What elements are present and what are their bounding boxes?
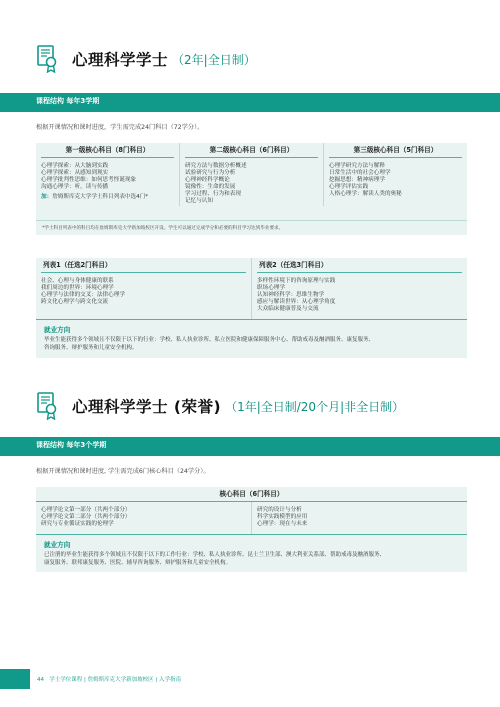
section1-subtitle: （2年|全日制） (172, 52, 256, 67)
note-text: 詹姆斯库克大学学士科目列表中选4门* (52, 194, 149, 201)
section1-employment (36, 319, 467, 357)
employment-line: 康复服务、联邦康复服务、医院、辅导咨询服务、辩护服务和儿童安全机构。 (44, 559, 232, 566)
section1-title: 心理科学学士 (72, 51, 169, 69)
list-item: 心理学探索：从大脑到实践 (41, 163, 109, 169)
core-level1-column (36, 143, 179, 206)
list1-heading: 列表1（任选2门科目） (41, 258, 246, 273)
page-number: 44 (37, 677, 44, 683)
list2-column (251, 258, 467, 319)
list-item: 心理学论文第一部分（共两个部分） (41, 507, 131, 513)
list-item: 心理学论文第二部分（共两个部分） (41, 514, 131, 521)
certificate-icon (36, 392, 58, 420)
section1-core-box (36, 143, 467, 235)
list-item: 记忆与认知 (185, 198, 213, 205)
list-item: 感应与解读世界：从心理学角度 (257, 299, 336, 306)
list-item: 挖掘思想：精神病理学 (329, 177, 385, 184)
list-item: 社会、心理与身体健康的联系 (41, 278, 114, 284)
section2-employment (36, 534, 467, 572)
certificate-icon (36, 45, 58, 73)
page-footer (0, 669, 500, 689)
section2-title: 心理科学学士 (荣誉) (72, 398, 222, 416)
section1-structure-bar (0, 93, 500, 112)
list-item: 镜像性：生命的发展 (185, 184, 236, 191)
footer-text (37, 675, 181, 683)
list-item: 多样性环境下的咨询原理与实践 (257, 278, 336, 284)
core-level2-column (179, 143, 323, 206)
core-level1-heading: 第一级核心科目（8门科目） (41, 143, 174, 158)
list-item: 心理学与法律的交叉：法律心理学 (41, 292, 125, 299)
list-item: 沟通心理学：听，读与传播 (41, 184, 109, 191)
core-level1-note (41, 194, 174, 201)
employment-title: 就业方向 (44, 326, 71, 335)
section2-core-right (251, 502, 467, 534)
employment-line: 已注册的毕业生能获得多个领域且不仅限于以下的工作行业：学校、私人执业诊所、昆士兰卫生部、澳大利亚关系部、帮助戒毒及酗酒服务、 (44, 552, 386, 559)
section1-structure-label: 课程结构 每年3学期 (36, 97, 100, 105)
page-tab (0, 669, 30, 689)
list-item: 心理学研究方法与解释 (329, 163, 385, 169)
list-item: 大众临床健康普及与交流 (257, 306, 319, 313)
list-item: 学习过程、行为和表现 (185, 191, 241, 198)
list-item: 人格心理学：解读人类的奥秘 (329, 191, 402, 198)
footer-caption: 学士学位课程 | 詹姆斯库克大学新加坡校区 | 入学指南 (49, 677, 181, 683)
note-label: 加： (41, 194, 53, 201)
list-item: 试验研究与行为分析 (185, 170, 236, 177)
section2-subtitle: （1年|全日制/20个月|非全日制） (225, 399, 405, 414)
list2-heading: 列表2（任选3门科目） (257, 258, 462, 273)
section1-intro: 根据开课情况和课时进度，学生需完成24门科目（72学分）。 (36, 124, 204, 131)
list-item: 研究方法与数据分析概述 (185, 163, 247, 169)
section2-intro: 根据开课情况和课时进度, 学生需完成6门核心科目（24学分）。 (36, 468, 210, 475)
employment-title: 就业方向 (44, 541, 71, 550)
section2-structure-bar (0, 437, 500, 456)
list-item: 心理学探索：从感知到现实 (41, 170, 109, 177)
list-item: 心理神经科学概论 (185, 177, 230, 184)
core-level2-heading: 第二级核心科目（6门科目） (185, 143, 318, 158)
list-item: 我们周边的世界：环境心理学 (41, 285, 114, 292)
section2-core-left (36, 502, 251, 534)
section2-header (36, 392, 404, 420)
core-level3-heading: 第三级核心科目（5门科目） (329, 143, 462, 158)
list-item: 研究的设计与分析 (257, 507, 302, 513)
list-item: 研究与专业循证实践的伦理学 (41, 521, 114, 528)
list-item: 职场心理学 (257, 285, 285, 292)
list-item: 跨文化心理学与跨文化交流 (41, 299, 109, 306)
section2-structure-label: 课程结构 每年3个学期 (36, 441, 107, 449)
section2-core-heading: 核心科目（6门科目） (36, 487, 467, 502)
list-item: 心理学：现在与未来 (257, 521, 308, 528)
list-item: 科学实践模型的应用 (257, 514, 308, 521)
list-item: 认知神经科学：思维生物学 (257, 292, 325, 299)
employment-line: 咨询服务、辩护服务和儿童安全机构。 (44, 345, 138, 352)
section1-header (36, 45, 256, 73)
section2-core-box (36, 487, 467, 572)
core-footnote: *学士科目列表中的科目均在詹姆斯库克大学新加坡校区开设。学生可以通过完成学分和必要的科目学习达到毕业要求。 (36, 220, 467, 235)
section1-lists-box (36, 258, 467, 358)
employment-line: 毕业生能获得多个领域且不仅限于以下的行业：学校、私人执业诊所、私立医院和健康保障服务中心、帮助戒毒及酗酒服务、康复服务、 (44, 337, 375, 344)
list1-column (36, 258, 251, 319)
list-item: 日常生活中的社会心理学 (329, 170, 391, 177)
list-item: 心理学批判性思维：如何思考怪诞现象 (41, 177, 137, 184)
list-item: 心理学评估实践 (329, 184, 369, 191)
core-level3-column (323, 143, 467, 206)
